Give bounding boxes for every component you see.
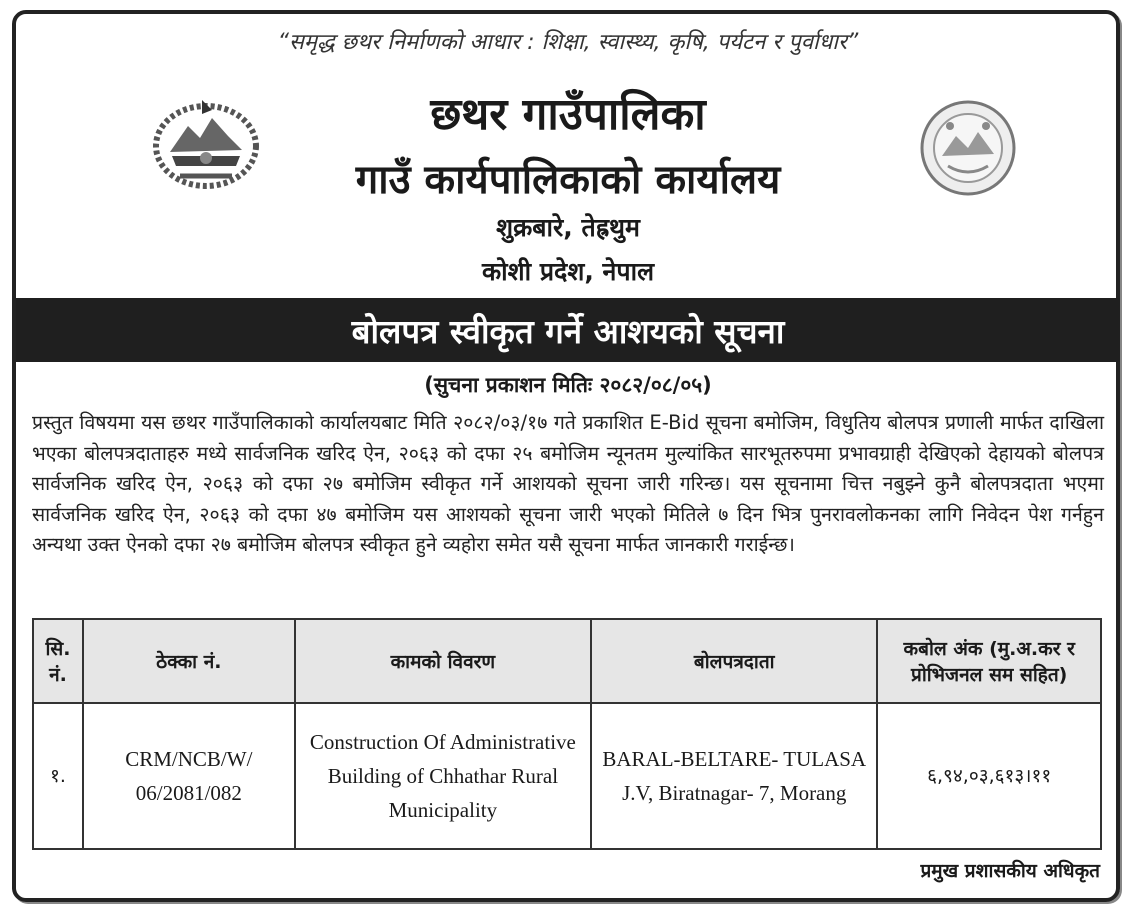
cell-sn: १.: [33, 703, 83, 849]
header-sn: सि. नं.: [33, 619, 83, 703]
header-bidder: बोलपत्रदाता: [591, 619, 877, 703]
header-contract-no: ठेक्का नं.: [83, 619, 295, 703]
cell-bidder: BARAL-BELTARE- TULASA J.V, Biratnagar- 7, Morang: [591, 703, 877, 849]
signoff: प्रमुख प्रशासकीय अधिकृत: [920, 860, 1100, 882]
cell-description: Construction Of Administrative Building of Chhathar Rural Municipality: [295, 703, 591, 849]
address-line-2: कोशी प्रदेश, नेपाल: [481, 257, 655, 286]
address-line-1: शुक्रबारे, तेह्रथुम: [496, 213, 640, 242]
office-name: गाउँ कार्यपालिकाको कार्यालय: [355, 157, 781, 203]
bid-table: [32, 618, 1102, 850]
municipality-name: छथर गाउँपालिका: [430, 89, 706, 140]
notice-title-banner: [16, 298, 1120, 362]
header-amount: कबोल अंक (मु.अ.कर र प्रोभिजनल सम सहित): [877, 619, 1101, 703]
motto: “समृद्ध छथर निर्माणको आधार : शिक्षा, स्वास्थ्य, कृषि, पर्यटन र पुर्वाधार”: [277, 30, 859, 55]
table-header-row: [33, 619, 1101, 703]
cell-contract-no: CRM/NCB/W/ 06/2081/082: [83, 703, 295, 849]
publication-date: (सुचना प्रकाशन मितिः २०८२/०८/०५): [424, 373, 712, 397]
notice-body: प्रस्तुत विषयमा यस छथर गाउँपालिकाको कार्यालयबाट मिति २०८२/०३/१७ गते प्रकाशित E-Bid सूचना बमोजिम, विधुतिय बोलपत्र प्रणाली मार्फत दाखिला भएका बोलपत्रदाताहरु मध्ये सार्वजनिक खरिद ऐन, २०६३ को दफा २५ बमोजिम न्यूनतम मुल्यांकित सारभूतरुपमा प्रभावग्राही देखिएको देहायको बोलपत्र सार्वजनिक खरिद ऐन, २०६३ को दफा २७ बमोजिम स्वीकृत गर्ने आशयको सूचना जारी गरिन्छ। यस सूचनामा चित्त नबुझ्ने कुनै बोलपत्रदाता भएमा सार्वजनिक खरिद ऐन, २०६३ को दफा ४७ बमोजिम यस आशयको सूचना जारी भएको मितिले ७ दिन भित्र पुनरावलोकनका लागि निवेदन पेश गर्नहुन अन्यथा उक्त ऐनको दफा २७ बमोजिम बोलपत्र स्वीकृत हुने व्यहोरा समेत यसै सूचना मार्फत जानकारी गराईन्छ।: [32, 411, 1104, 556]
header-description: कामको विवरण: [295, 619, 591, 703]
notice-title: बोलपत्र स्वीकृत गर्ने आशयको सूचना: [351, 311, 785, 351]
cell-amount: ६,९४,०३,६१३।११: [877, 703, 1101, 849]
table-row: [33, 703, 1101, 849]
